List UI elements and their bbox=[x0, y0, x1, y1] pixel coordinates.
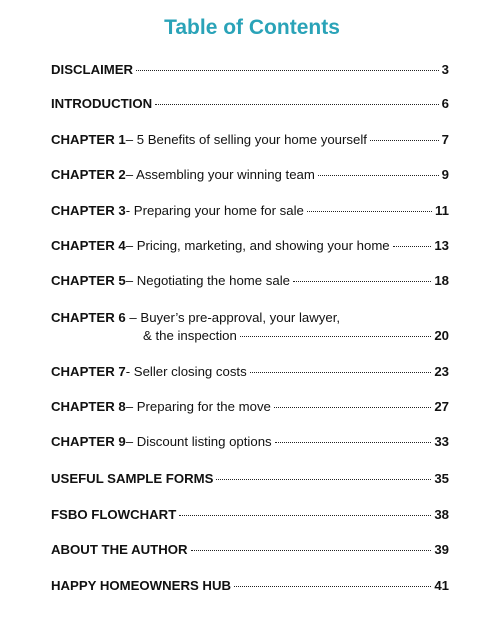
toc-entry-page: 27 bbox=[434, 399, 449, 414]
toc-entry-chapter-8[interactable] bbox=[51, 398, 449, 416]
toc-entry-chapter-3[interactable] bbox=[51, 202, 449, 220]
toc-entry-subtitle: – Pricing, marketing, and showing your home bbox=[125, 238, 390, 253]
toc-entry-chapter-1[interactable] bbox=[51, 131, 449, 149]
toc-entry-page: 39 bbox=[434, 542, 449, 557]
dot-leader bbox=[234, 586, 431, 587]
dot-leader bbox=[250, 372, 432, 373]
toc-entry-fsbo-flowchart[interactable] bbox=[51, 506, 449, 524]
toc-entry-subtitle: – Buyer’s pre-approval, your lawyer, bbox=[125, 310, 341, 325]
dot-leader bbox=[318, 175, 439, 176]
toc-entry-subtitle: – Discount listing options bbox=[125, 434, 272, 449]
toc-entry-label: CHAPTER 7 bbox=[51, 364, 126, 379]
dot-leader bbox=[155, 104, 439, 105]
toc-entry-chapter-2[interactable] bbox=[51, 166, 449, 184]
toc-entry-subtitle-line2: & the inspection bbox=[143, 328, 237, 343]
toc-entry-chapter-7[interactable] bbox=[51, 363, 449, 381]
dot-leader bbox=[393, 246, 432, 247]
toc-entry-page: 13 bbox=[434, 238, 449, 253]
toc-entry-label: INTRODUCTION bbox=[51, 96, 153, 111]
toc-entry-chapter-9[interactable] bbox=[51, 433, 449, 451]
toc-entry-label: DISCLAIMER bbox=[51, 62, 134, 77]
toc-entry-label: CHAPTER 8 bbox=[51, 399, 126, 414]
toc-entry-chapter-5[interactable] bbox=[51, 272, 449, 290]
toc-entry-chapter-4[interactable] bbox=[51, 237, 449, 255]
toc-entry-label: CHAPTER 1 bbox=[51, 132, 126, 147]
toc-entry-page: 35 bbox=[434, 471, 449, 486]
toc-entry-page: 41 bbox=[434, 578, 449, 593]
toc-entry-label: FSBO FLOWCHART bbox=[51, 507, 177, 522]
toc-entry-introduction[interactable] bbox=[51, 95, 449, 113]
toc-entry-subtitle: – Assembling your winning team bbox=[125, 167, 315, 182]
dot-leader bbox=[307, 211, 432, 212]
toc-entry-useful-sample-forms[interactable] bbox=[51, 470, 449, 488]
toc-entry-page: 20 bbox=[434, 328, 449, 343]
toc-entry-subtitle: – 5 Benefits of selling your home yourself bbox=[125, 132, 367, 147]
toc-entry-page: 7 bbox=[441, 132, 449, 147]
toc-entry-label: USEFUL SAMPLE FORMS bbox=[51, 471, 214, 486]
toc-entry-page: 18 bbox=[434, 273, 449, 288]
toc-entry-label: CHAPTER 4 bbox=[51, 238, 126, 253]
dot-leader bbox=[293, 281, 431, 282]
toc-entry-about-the-author[interactable] bbox=[51, 541, 449, 559]
toc-entry-page: 38 bbox=[434, 507, 449, 522]
dot-leader bbox=[136, 70, 439, 71]
toc-entry-chapter-6[interactable] bbox=[0, 309, 504, 349]
toc-entry-label: CHAPTER 9 bbox=[51, 434, 126, 449]
toc-entry-label: CHAPTER 2 bbox=[51, 167, 126, 182]
toc-entry-label: HAPPY HOMEOWNERS HUB bbox=[51, 578, 232, 593]
dot-leader bbox=[191, 550, 432, 551]
toc-title: Table of Contents bbox=[164, 16, 340, 39]
dot-leader bbox=[179, 515, 431, 516]
dot-leader bbox=[274, 407, 431, 408]
toc-entry-page: 9 bbox=[441, 167, 449, 182]
toc-entry-happy-homeowners-hub[interactable] bbox=[51, 577, 449, 595]
dot-leader bbox=[240, 336, 431, 337]
toc-entry-disclaimer[interactable] bbox=[51, 61, 449, 79]
toc-entry-page: 3 bbox=[441, 62, 449, 77]
toc-entry-page: 33 bbox=[434, 434, 449, 449]
toc-entry-subtitle: – Negotiating the home sale bbox=[125, 273, 290, 288]
toc-entry-subtitle: – Preparing for the move bbox=[125, 399, 271, 414]
dot-leader bbox=[216, 479, 431, 480]
toc-entry-page: 6 bbox=[441, 96, 449, 111]
toc-entry-subtitle: - Seller closing costs bbox=[125, 364, 247, 379]
toc-entry-label: CHAPTER 6 bbox=[51, 310, 126, 325]
toc-entry-label: CHAPTER 5 bbox=[51, 273, 126, 288]
toc-entry-page: 23 bbox=[434, 364, 449, 379]
dot-leader bbox=[370, 140, 439, 141]
toc-entry-subtitle: - Preparing your home for sale bbox=[125, 203, 304, 218]
toc-entry-label: ABOUT THE AUTHOR bbox=[51, 542, 188, 557]
toc-entry-label: CHAPTER 3 bbox=[51, 203, 126, 218]
dot-leader bbox=[275, 442, 432, 443]
toc-entry-page: 11 bbox=[435, 203, 449, 218]
